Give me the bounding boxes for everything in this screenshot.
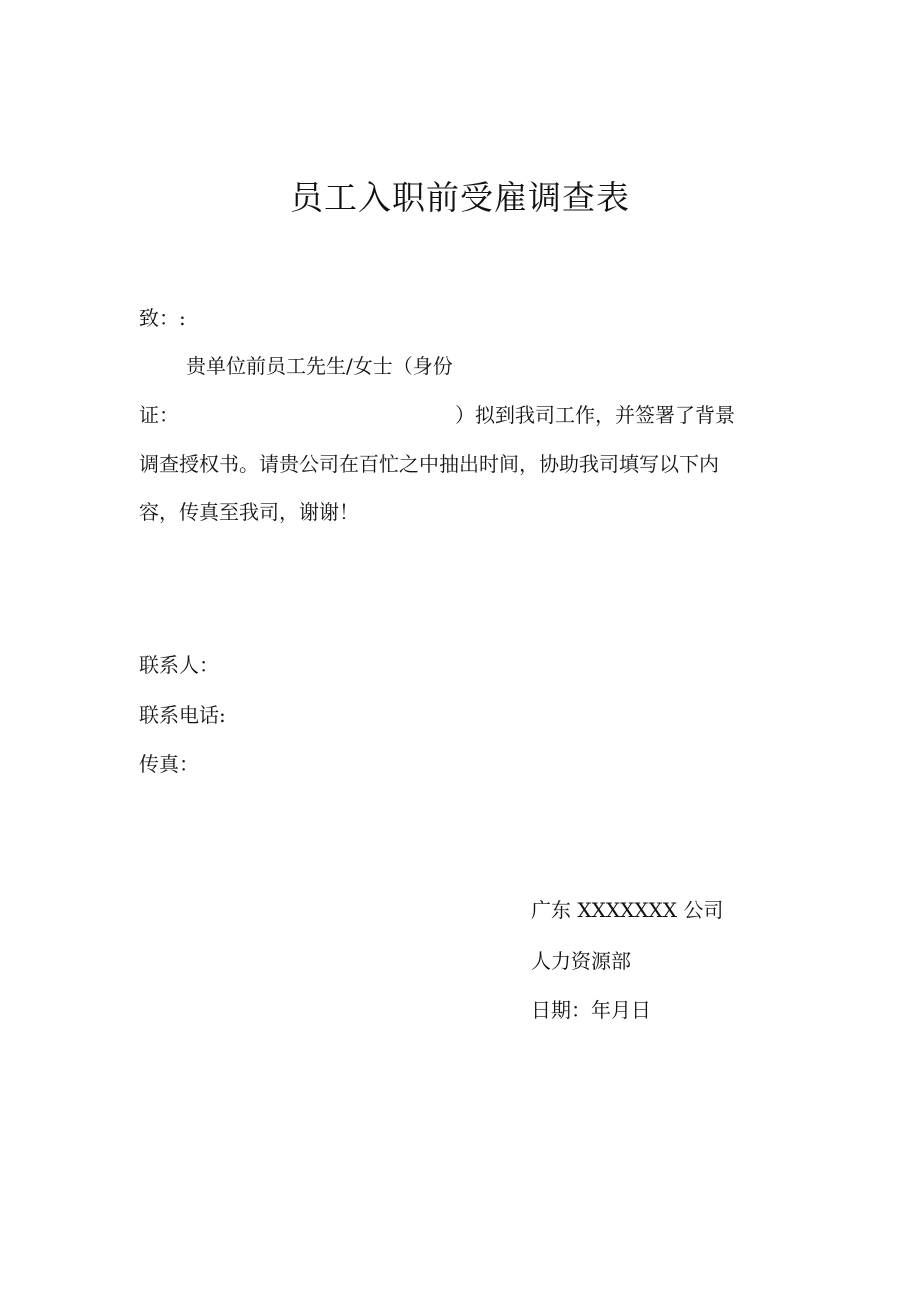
signature-department: 人力资源部: [531, 949, 631, 973]
body-line-2-start: 证：: [139, 403, 179, 427]
contact-phone-label: 联系电话:: [139, 703, 226, 727]
body-line-3: 调查授权书。请贵公司在百忙之中抽出时间，协助我司填写以下内: [139, 452, 719, 476]
contact-person-label: 联系人：: [139, 653, 219, 677]
body-line-4: 容，传真至我司，谢谢！: [139, 500, 359, 524]
document-title: 员工入职前受雇调查表: [290, 178, 630, 217]
signature-date: 日期：年月日: [531, 998, 651, 1022]
contact-fax-label: 传真：: [139, 752, 199, 776]
salutation: 致：:: [139, 306, 186, 330]
signature-company: 广东 XXXXXXX 公司: [531, 898, 724, 922]
body-line-1: 贵单位前员工先生/女士（身份: [186, 354, 453, 378]
body-line-2-end: ）拟到我司工作，并签署了背景: [455, 403, 735, 427]
